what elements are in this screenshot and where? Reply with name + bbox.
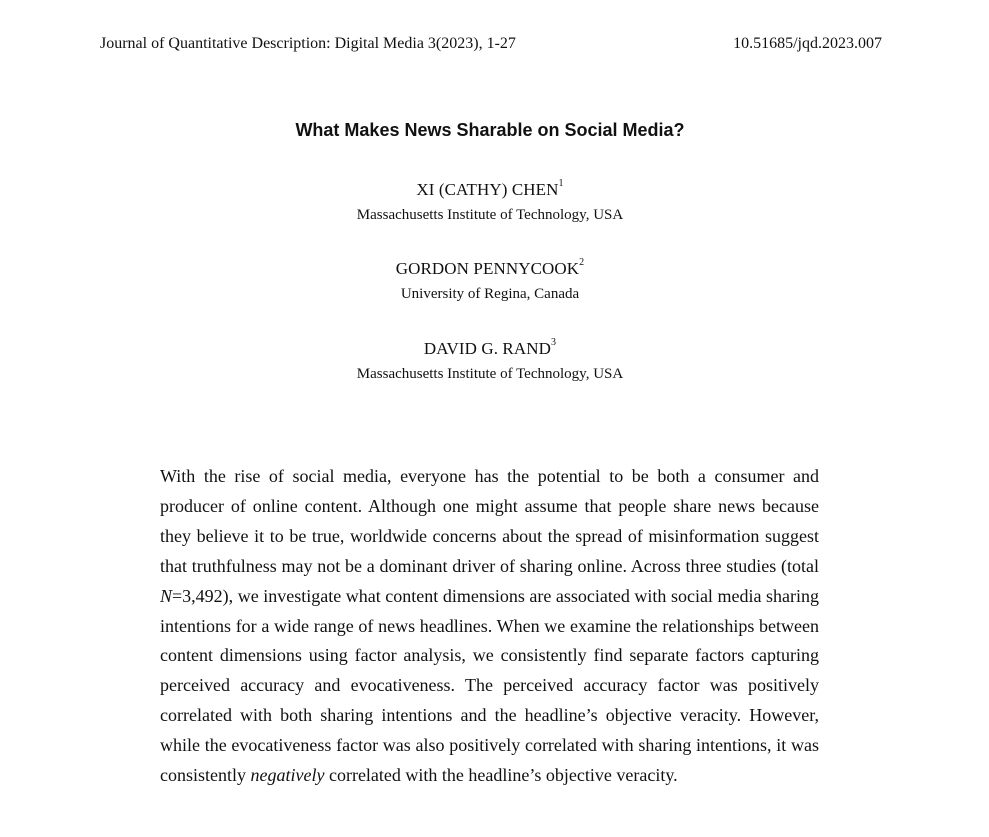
author-affiliation: Massachusetts Institute of Technology, USA: [356, 207, 624, 223]
n-symbol: N: [160, 585, 173, 606]
abstract-paragraph: With the rise of social media, everyone has the potential to be both a consumer and producer of online content. Although one might assume that people share news because they believe it to be true, worldwide concerns about the spread of misinformation suggest that truthfulness may not be a dominant driver of sharing online. Across three studies (total N=3,492), we investigate what content dimensions are associated with social media sharing intentions for a wide range of news headlines. When we examine the relationships between content dimensions using factor analysis, we consistently find separate factors capturing perceived accuracy and evocativeness. The perceived accuracy factor was positively correlated with both sharing intentions and the headline’s objective veracity. However, while the evocativeness factor was also positively correlated with sharing intentions, it was consistently negatively correlated with the headline’s objective veracity.: [160, 466, 819, 786]
author-name: GORDON PENNYCOOK$^2$: [395, 257, 585, 278]
author-affiliation: Massachusetts Institute of Technology, USA: [356, 366, 624, 382]
author-footnote-marker: 1: [558, 178, 564, 190]
author-affiliation: University of Regina, Canada: [400, 286, 580, 302]
emphasis-text: negatively: [250, 765, 325, 786]
author-block: [0, 179, 980, 225]
author-block: [0, 258, 980, 304]
author-name: XI (CATHY) CHEN$^1$: [416, 178, 564, 199]
author-footnote-marker: 2: [579, 257, 585, 269]
paper-title: What Makes News Sharable on Social Media?: [295, 120, 685, 140]
author-footnote-marker: 3: [550, 337, 557, 349]
author-block: [0, 338, 980, 384]
journal-citation: Journal of Quantitative Description: Digital Media 3(2023), 1-27: [100, 35, 516, 52]
author-name: DAVID G. RAND$^3$: [423, 337, 557, 358]
doi-text: 10.51685/jqd.2023.007: [733, 35, 882, 52]
